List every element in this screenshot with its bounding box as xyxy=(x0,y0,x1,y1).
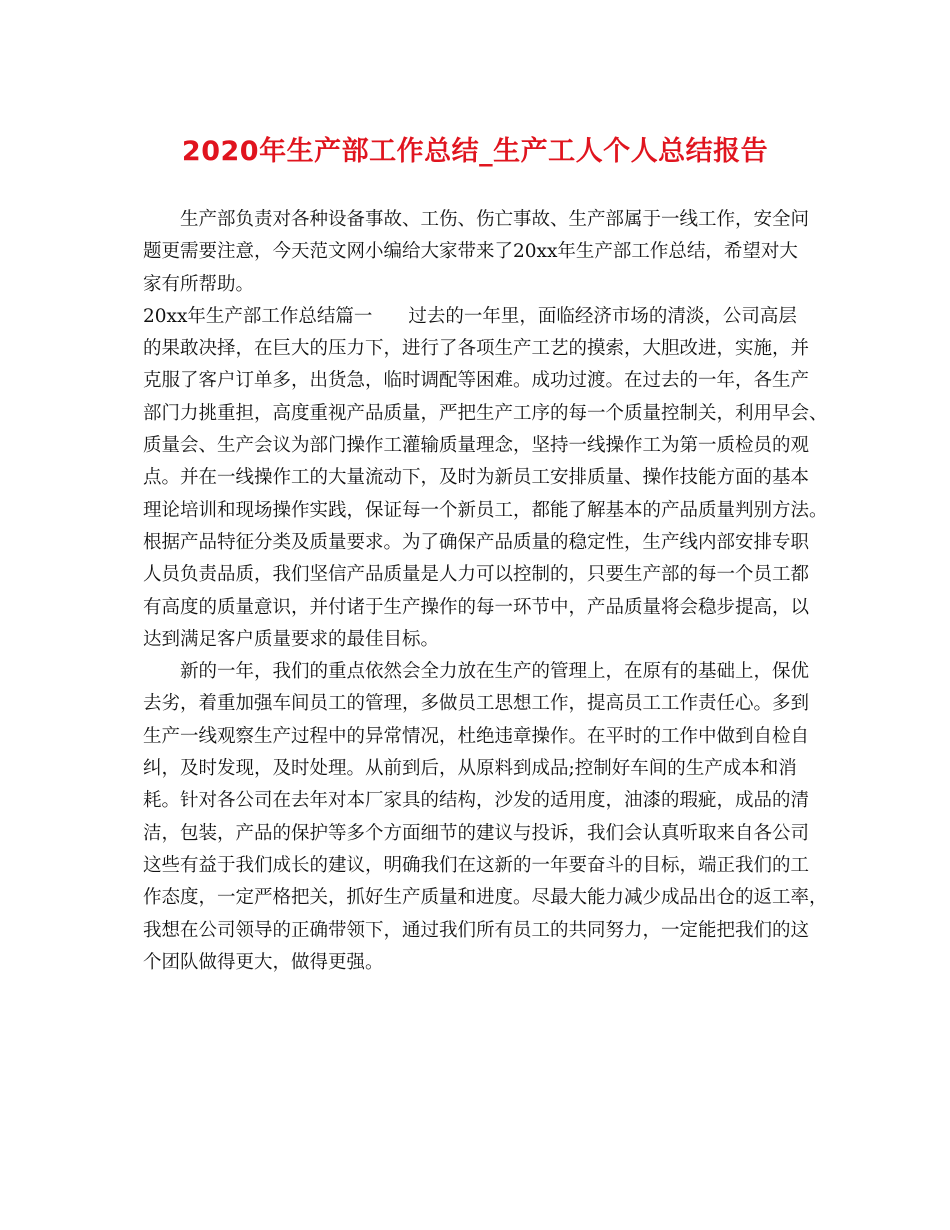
paragraph-line: 家有所帮助。 xyxy=(143,273,255,295)
paragraph-line: 理论培训和现场操作实践，保证每一个新员工，都能了解基本的产品质量判别方法。 xyxy=(143,499,828,521)
paragraph-line: 纠，及时发现，及时处理。从前到后，从原料到成品;控制好车间的生产成本和消 xyxy=(143,758,797,780)
paragraph-line: 达到满足客户质量要求的最佳目标。 xyxy=(143,628,440,650)
paragraph-line: 生产一线观察生产过程中的异常情况，杜绝违章操作。在平时的工作中做到自检自 xyxy=(143,725,810,747)
paragraph-line: 质量会、生产会议为部门操作工灌输质量理念，坚持一线操作工为第一质检员的观 xyxy=(143,435,810,457)
paragraph-line: 的果敢决择，在巨大的压力下，进行了各项生产工艺的摸索，大胆改进，实施，并 xyxy=(143,338,810,360)
paragraph-line: 有高度的质量意识，并付诸于生产操作的每一环节中，产品质量将会稳步提高，以 xyxy=(143,596,810,618)
paragraph-line: 这些有益于我们成长的建议，明确我们在这新的一年要奋斗的目标，端正我们的工 xyxy=(143,854,810,876)
paragraph-line: 去劣，着重加强车间员工的管理，多做员工思想工作，提高员工工作责任心。多到 xyxy=(143,693,810,715)
paragraph-line: 我想在公司领导的正确带领下，通过我们所有员工的共同努力，一定能把我们的这 xyxy=(143,919,810,941)
section-heading: 20xx年生产部工作总结篇一 xyxy=(143,305,373,327)
paragraph-line: 点。并在一线操作工的大量流动下，及时为新员工安排质量、操作技能方面的基本 xyxy=(143,467,810,489)
paragraph-line: 部门力挑重担，高度重视产品质量，严把生产工序的每一个质量控制关，利用早会、 xyxy=(143,402,828,424)
paragraph-line: 个团队做得更大，做得更强。 xyxy=(143,951,384,973)
paragraph-line: 作态度，一定严格把关，抓好生产质量和进度。尽最大能力减少成品出仓的返工率， xyxy=(143,887,828,909)
document-title: 2020年生产部工作总结_生产工人个人总结报告 xyxy=(181,136,769,167)
paragraph-line: 过去的一年里，面临经济市场的清淡，公司高层 xyxy=(408,305,797,327)
paragraph-line: 洁，包装，产品的保护等多个方面细节的建议与投诉，我们会认真听取来自各公司 xyxy=(143,822,810,844)
paragraph-line: 题更需要注意，今天范文网小编给大家带来了20xx年生产部工作总结，希望对大 xyxy=(143,241,798,263)
paragraph-line: 新的一年，我们的重点依然会全力放在生产的管理上，在原有的基础上，保优 xyxy=(180,661,810,683)
document-body xyxy=(143,204,833,979)
paragraph-line: 克服了客户订单多，出货急，临时调配等困难。成功过渡。在过去的一年，各生产 xyxy=(143,370,810,392)
paragraph-line: 根据产品特征分类及质量要求。为了确保产品质量的稳定性，生产线内部安排专职 xyxy=(143,531,810,553)
paragraph-line: 耗。针对各公司在去年对本厂家具的结构，沙发的适用度，油漆的瑕疵，成品的清 xyxy=(143,790,810,812)
section-heading-line xyxy=(143,301,833,333)
paragraph-line: 人员负责品质，我们坚信产品质量是人力可以控制的，只要生产部的每一个员工都 xyxy=(143,564,810,586)
paragraph-line: 生产部负责对各种设备事故、工伤、伤亡事故、生产部属于一线工作，安全问 xyxy=(180,209,810,230)
